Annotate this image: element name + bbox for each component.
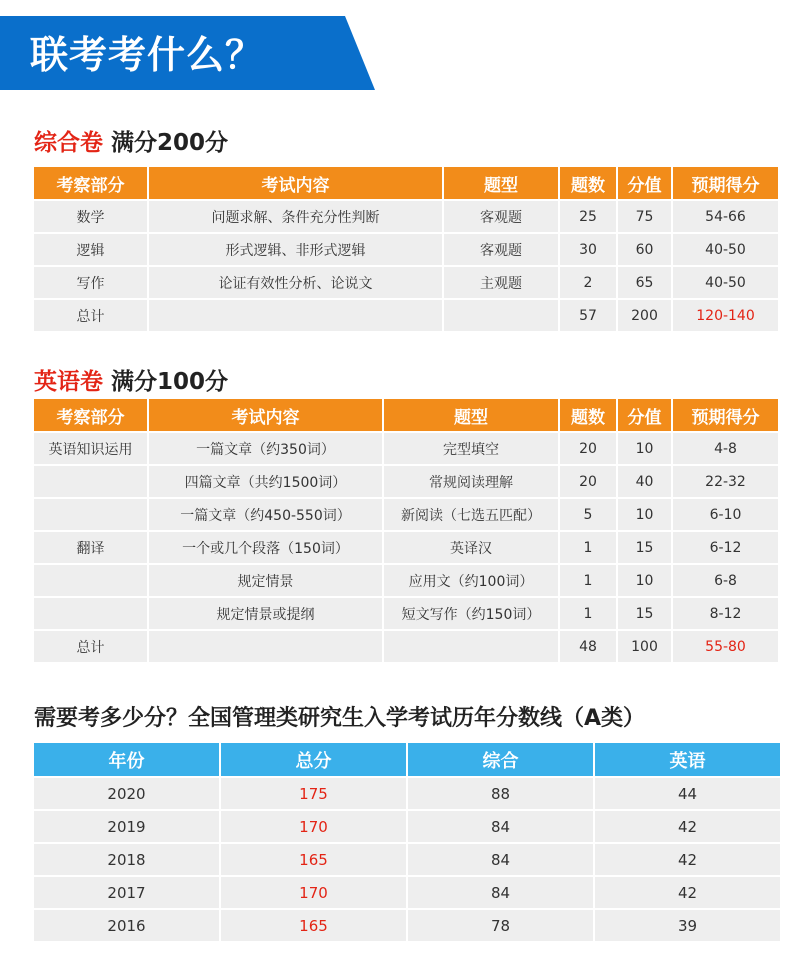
section3-heading: 需要考多少分？全国管理类研究生入学考试历年分数线（A类）	[34, 706, 646, 731]
table-cell: 翻译	[34, 532, 147, 563]
table-cell: 6-8	[673, 565, 778, 596]
table-cell	[384, 631, 558, 662]
table-cell: 15	[618, 598, 671, 629]
table-cell: 175	[221, 778, 406, 809]
table-cell: 5	[560, 499, 616, 530]
table-cell: 170	[221, 877, 406, 908]
table-cell: 22-32	[673, 466, 778, 497]
table-cell: 1	[560, 532, 616, 563]
table-row	[34, 532, 778, 563]
table-cell: 1	[560, 598, 616, 629]
table-cell: 55-80	[673, 631, 778, 662]
table-cell: 完型填空	[384, 433, 558, 464]
table-cell: 客观题	[444, 201, 558, 232]
table-cell: 8-12	[673, 598, 778, 629]
table-cell	[34, 598, 147, 629]
table-cell: 数学	[34, 201, 147, 232]
table-cell	[34, 499, 147, 530]
table-cell: 84	[408, 844, 593, 875]
table-cell: 78	[408, 910, 593, 941]
table-cell: 20	[560, 433, 616, 464]
section2-table	[32, 397, 780, 664]
table-row	[34, 598, 778, 629]
table-cell: 84	[408, 811, 593, 842]
column-header: 考察部分	[34, 399, 147, 431]
column-header: 分值	[618, 399, 671, 431]
table-cell: 2	[560, 267, 616, 298]
table-row	[34, 811, 780, 842]
table-cell: 10	[618, 499, 671, 530]
table-cell: 42	[595, 811, 780, 842]
table-row	[34, 499, 778, 530]
table-row	[34, 234, 778, 265]
table-cell: 一篇文章（约450-550词）	[149, 499, 382, 530]
table-cell: 英语知识运用	[34, 433, 147, 464]
table-cell: 规定情景或提纲	[149, 598, 382, 629]
column-header: 题数	[560, 399, 616, 431]
table-row	[34, 778, 780, 809]
table-cell: 规定情景	[149, 565, 382, 596]
table-cell: 170	[221, 811, 406, 842]
table-cell: 英译汉	[384, 532, 558, 563]
table-cell: 40-50	[673, 234, 778, 265]
table-row	[34, 631, 778, 662]
table-cell: 1	[560, 565, 616, 596]
section1-table	[32, 165, 780, 333]
table-row	[34, 433, 778, 464]
table-row	[34, 844, 780, 875]
table-cell	[149, 631, 382, 662]
table-cell: 总计	[34, 631, 147, 662]
table-cell: 6-10	[673, 499, 778, 530]
table-cell: 2017	[34, 877, 219, 908]
table-cell: 54-66	[673, 201, 778, 232]
table-cell: 新阅读（七选五匹配）	[384, 499, 558, 530]
table-cell: 总计	[34, 300, 147, 331]
table-cell: 39	[595, 910, 780, 941]
table-cell	[149, 300, 442, 331]
table-cell: 常规阅读理解	[384, 466, 558, 497]
table-cell: 形式逻辑、非形式逻辑	[149, 234, 442, 265]
table-cell: 问题求解、条件充分性判断	[149, 201, 442, 232]
section1-heading	[34, 124, 228, 157]
column-header: 年份	[34, 743, 219, 776]
table-cell: 2018	[34, 844, 219, 875]
table-cell: 15	[618, 532, 671, 563]
table-cell: 短文写作（约150词）	[384, 598, 558, 629]
table-cell: 2019	[34, 811, 219, 842]
section2-heading	[34, 363, 228, 396]
table-cell: 主观题	[444, 267, 558, 298]
column-header: 总分	[221, 743, 406, 776]
table-cell: 20	[560, 466, 616, 497]
table-cell	[34, 466, 147, 497]
table-cell: 一个或几个段落（150词）	[149, 532, 382, 563]
table-cell: 75	[618, 201, 671, 232]
table-cell: 165	[221, 910, 406, 941]
table-cell: 论证有效性分析、论说文	[149, 267, 442, 298]
banner	[0, 16, 380, 90]
column-header: 题型	[384, 399, 558, 431]
column-header: 预期得分	[673, 399, 778, 431]
table-row	[34, 300, 778, 331]
section3-table	[32, 741, 782, 943]
table-cell: 2016	[34, 910, 219, 941]
table-cell: 4-8	[673, 433, 778, 464]
table-cell: 10	[618, 565, 671, 596]
table-cell: 57	[560, 300, 616, 331]
column-header: 考察部分	[34, 167, 147, 199]
table-cell: 25	[560, 201, 616, 232]
column-header: 题数	[560, 167, 616, 199]
column-header: 考试内容	[149, 167, 442, 199]
section1-title-rest: 满分200分	[111, 130, 229, 156]
section1-title-red: 综合卷	[34, 130, 103, 156]
table-cell: 30	[560, 234, 616, 265]
table-cell: 100	[618, 631, 671, 662]
table-row	[34, 267, 778, 298]
table-cell: 65	[618, 267, 671, 298]
table-cell: 48	[560, 631, 616, 662]
column-header: 题型	[444, 167, 558, 199]
table-cell	[34, 565, 147, 596]
column-header: 英语	[595, 743, 780, 776]
table-cell: 40	[618, 466, 671, 497]
table-cell: 逻辑	[34, 234, 147, 265]
column-header: 综合	[408, 743, 593, 776]
table-cell: 120-140	[673, 300, 778, 331]
table-cell: 应用文（约100词）	[384, 565, 558, 596]
table-row	[34, 565, 778, 596]
table-cell: 200	[618, 300, 671, 331]
table-cell: 2020	[34, 778, 219, 809]
table-cell: 40-50	[673, 267, 778, 298]
section2-title-red: 英语卷	[34, 369, 103, 395]
table-cell: 42	[595, 844, 780, 875]
column-header: 分值	[618, 167, 671, 199]
table-cell: 四篇文章（共约1500词）	[149, 466, 382, 497]
table-cell: 6-12	[673, 532, 778, 563]
table-row	[34, 877, 780, 908]
table-cell: 44	[595, 778, 780, 809]
banner-title: 联考考什么？	[30, 33, 265, 77]
table-row	[34, 910, 780, 941]
table-cell: 88	[408, 778, 593, 809]
table-row	[34, 201, 778, 232]
table-cell: 客观题	[444, 234, 558, 265]
table-cell: 10	[618, 433, 671, 464]
table-cell: 84	[408, 877, 593, 908]
table-cell: 42	[595, 877, 780, 908]
table-cell: 写作	[34, 267, 147, 298]
table-row	[34, 466, 778, 497]
section2-title-rest: 满分100分	[111, 369, 229, 395]
column-header: 考试内容	[149, 399, 382, 431]
table-cell	[444, 300, 558, 331]
table-cell: 165	[221, 844, 406, 875]
table-cell: 一篇文章（约350词）	[149, 433, 382, 464]
table-cell: 60	[618, 234, 671, 265]
column-header: 预期得分	[673, 167, 778, 199]
